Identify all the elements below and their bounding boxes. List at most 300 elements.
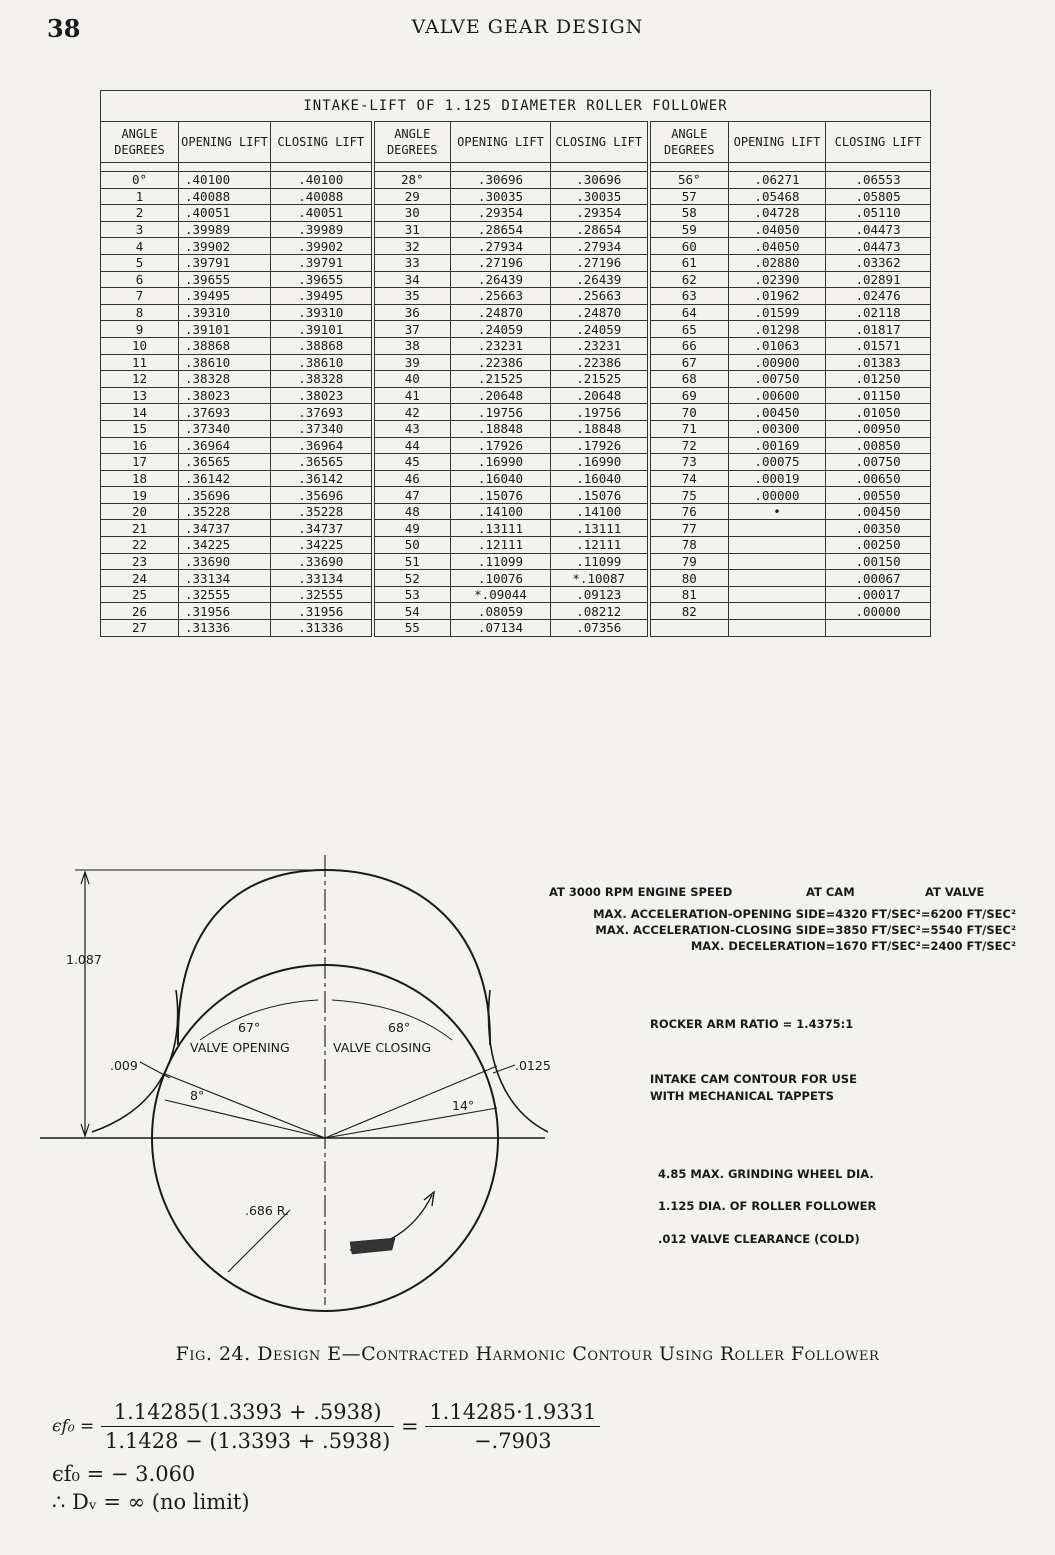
opening-lift-cell: .36142	[179, 470, 271, 487]
closing-lift-cell: .13111	[551, 520, 649, 537]
column-header: CLOSING LIFT	[826, 122, 931, 163]
opening-lift-cell: .01063	[729, 337, 826, 354]
opening-lift-cell	[729, 553, 826, 570]
closing-lift-cell: .20648	[551, 387, 649, 404]
closing-lift-cell: .01250	[826, 371, 931, 388]
table-row	[101, 520, 931, 537]
opening-lift-cell: .25663	[451, 288, 551, 305]
opening-lift-cell: .39791	[179, 254, 271, 271]
table-row	[101, 620, 931, 637]
fraction-1	[101, 1400, 394, 1453]
closing-lift-cell: .29354	[551, 205, 649, 222]
angle-cell: 18	[101, 470, 179, 487]
opening-lift-cell: .16040	[451, 470, 551, 487]
table-row	[101, 354, 931, 371]
grinding-wheel-note: 4.85 MAX. GRINDING WHEEL DIA.	[658, 1167, 874, 1181]
closing-lift-cell: .07356	[551, 620, 649, 637]
angle-cell: 49	[373, 520, 451, 537]
table-row	[101, 454, 931, 471]
table-row	[101, 570, 931, 587]
angle-cell: 30	[373, 205, 451, 222]
closing-lift-cell: .35228	[271, 503, 373, 520]
closing-lift-cell: .30035	[551, 188, 649, 205]
closing-lift-cell: .32555	[271, 586, 373, 603]
opening-lift-cell: .02390	[729, 271, 826, 288]
opening-lift-cell: .14100	[451, 503, 551, 520]
opening-lift-cell: .06271	[729, 172, 826, 189]
intake-lift-table	[100, 90, 931, 637]
opening-lift-cell: .11099	[451, 553, 551, 570]
closing-lift-cell: .16990	[551, 454, 649, 471]
figure-caption: Fig. 24. Design E—Contracted Harmonic Contour Using Roller Follower	[175, 1343, 880, 1365]
angle-cell: 65	[649, 321, 729, 338]
angle-cell: 77	[649, 520, 729, 537]
angle-cell: 10	[101, 337, 179, 354]
angle-cell: 79	[649, 553, 729, 570]
angle-cell: 2	[101, 205, 179, 222]
table-row	[101, 404, 931, 421]
angle-cell: 7	[101, 288, 179, 305]
equation-3: ∴ Dᵥ = ∞ (no limit)	[52, 1490, 250, 1514]
closing-lift-cell: .39495	[271, 288, 373, 305]
closing-lift-cell: .16040	[551, 470, 649, 487]
angle-cell: 48	[373, 503, 451, 520]
angle-cell: 68	[649, 371, 729, 388]
roller-follower-note: 1.125 DIA. OF ROLLER FOLLOWER	[658, 1199, 877, 1213]
closing-lift-cell: .38610	[271, 354, 373, 371]
opening-lift-cell: .00000	[729, 487, 826, 504]
closing-lift-cell: .05110	[826, 205, 931, 222]
table-row	[101, 371, 931, 388]
opening-lift-cell	[729, 586, 826, 603]
closing-lift-cell: .00250	[826, 537, 931, 554]
opening-lift-cell: .04050	[729, 238, 826, 255]
closing-lift-cell: .00750	[826, 454, 931, 471]
opening-lift-cell: .39310	[179, 304, 271, 321]
leaders	[140, 1062, 515, 1078]
opening-lift-cell: .04728	[729, 205, 826, 222]
closing-lift-cell: .39902	[271, 238, 373, 255]
clearance-left-label: .009	[110, 1058, 138, 1073]
accel-opening: MAX. ACCELERATION-OPENING SIDE=4320 FT/SEC²=6200 FT/SEC²	[593, 907, 1016, 921]
angle-cell: 70	[649, 404, 729, 421]
table-row	[101, 337, 931, 354]
angle-cell: 23	[101, 553, 179, 570]
closing-lift-cell: .01150	[826, 387, 931, 404]
angle-cell: 56°	[649, 172, 729, 189]
closing-lift-cell: .35696	[271, 487, 373, 504]
closing-lift-cell: .02476	[826, 288, 931, 305]
closing-lift-cell: .39791	[271, 254, 373, 271]
closing-lift-cell: .40051	[271, 205, 373, 222]
angle-cell: 27	[101, 620, 179, 637]
closing-lift-cell: .01383	[826, 354, 931, 371]
table-row	[101, 387, 931, 404]
opening-lift-cell: .36565	[179, 454, 271, 471]
table-row	[101, 188, 931, 205]
angle-cell: 64	[649, 304, 729, 321]
contour-note-2: WITH MECHANICAL TAPPETS	[650, 1089, 834, 1103]
angle-cell: 44	[373, 437, 451, 454]
angle-cell: 62	[649, 271, 729, 288]
angle-cell: 74	[649, 470, 729, 487]
opening-lift-cell: .24059	[451, 321, 551, 338]
closing-lift-cell: .34225	[271, 537, 373, 554]
closing-lift-cell: .00350	[826, 520, 931, 537]
opening-lift-cell: .33134	[179, 570, 271, 587]
closing-lift-cell: .01571	[826, 337, 931, 354]
cam-nose-contour	[178, 870, 490, 1045]
angle-cell: 69	[649, 387, 729, 404]
page-number: 38	[47, 14, 81, 43]
opening-lift-cell: .24870	[451, 304, 551, 321]
closing-lift-cell: .28654	[551, 221, 649, 238]
closing-lift-cell: .36142	[271, 470, 373, 487]
opening-lift-cell: .34737	[179, 520, 271, 537]
angle-cell: 6	[101, 271, 179, 288]
column-header: ANGLE DEGREES	[373, 122, 451, 163]
opening-lift-cell: .02880	[729, 254, 826, 271]
table-row	[101, 172, 931, 189]
opening-lift-cell: .39902	[179, 238, 271, 255]
angle-cell: 78	[649, 537, 729, 554]
fraction-2-denominator: −.7903	[473, 1429, 552, 1453]
column-header: OPENING LIFT	[451, 122, 551, 163]
angle-cell: 22	[101, 537, 179, 554]
angle-cell: 50	[373, 537, 451, 554]
angle-cell: 8	[101, 304, 179, 321]
closing-lift-cell: .38328	[271, 371, 373, 388]
column-header: OPENING LIFT	[179, 122, 271, 163]
angle-cell: 29	[373, 188, 451, 205]
column-header: ANGLE DEGREES	[649, 122, 729, 163]
angle-cell: 4	[101, 238, 179, 255]
angle-cell: 59	[649, 221, 729, 238]
closing-lift-cell: .21525	[551, 371, 649, 388]
table-row	[101, 271, 931, 288]
column-header: OPENING LIFT	[729, 122, 826, 163]
angle-cell: 37	[373, 321, 451, 338]
angle-cell: 32	[373, 238, 451, 255]
opening-lift-cell: .10076	[451, 570, 551, 587]
opening-lift-cell: .04050	[729, 221, 826, 238]
angle-cell	[649, 620, 729, 637]
closing-lift-cell: .38868	[271, 337, 373, 354]
angle-cell: 39	[373, 354, 451, 371]
closing-lift-cell: .00017	[826, 586, 931, 603]
closing-lift-cell: .04473	[826, 221, 931, 238]
column-header: ANGLE DEGREES	[101, 122, 179, 163]
opening-lift-cell: .00075	[729, 454, 826, 471]
opening-lift-cell	[729, 570, 826, 587]
speed-header: AT 3000 RPM ENGINE SPEED	[549, 885, 733, 899]
closing-lift-cell: .00850	[826, 437, 931, 454]
opening-lift-cell: .34225	[179, 537, 271, 554]
opening-lift-cell: .20648	[451, 387, 551, 404]
closing-lift-cell: .24870	[551, 304, 649, 321]
table-row	[101, 537, 931, 554]
opening-lift-cell: .08059	[451, 603, 551, 620]
opening-lift-cell: .00169	[729, 437, 826, 454]
closing-lift-cell: .01817	[826, 321, 931, 338]
opening-lift-cell: .32555	[179, 586, 271, 603]
table-row	[101, 221, 931, 238]
opening-lift-cell: .31956	[179, 603, 271, 620]
angle-cell: 28°	[373, 172, 451, 189]
opening-lift-cell: .36964	[179, 437, 271, 454]
angle-cell: 82	[649, 603, 729, 620]
opening-lift-cell: .16990	[451, 454, 551, 471]
opening-lift-cell: .00300	[729, 420, 826, 437]
contour-note-1: INTAKE CAM CONTOUR FOR USE	[650, 1072, 857, 1086]
angle-cell: 36	[373, 304, 451, 321]
opening-lift-cell: .39495	[179, 288, 271, 305]
table-row	[101, 437, 931, 454]
closing-lift-cell	[826, 620, 931, 637]
opening-lift-cell: .40051	[179, 205, 271, 222]
opening-lift-cell: .00900	[729, 354, 826, 371]
angle-cell: 75	[649, 487, 729, 504]
closing-lift-cell: .00000	[826, 603, 931, 620]
closing-lift-cell: .39101	[271, 321, 373, 338]
angle-cell: 51	[373, 553, 451, 570]
angle-cell: 35	[373, 288, 451, 305]
opening-lift-cell: .38868	[179, 337, 271, 354]
angle-cell: 45	[373, 454, 451, 471]
closing-lift-cell: .11099	[551, 553, 649, 570]
closing-lift-cell: .03362	[826, 254, 931, 271]
opening-lift-cell: .15076	[451, 487, 551, 504]
closing-lift-cell: .40088	[271, 188, 373, 205]
valve-opening-label: VALVE OPENING	[190, 1040, 290, 1055]
opening-lift-cell: .40088	[179, 188, 271, 205]
opening-lift-cell: .37693	[179, 404, 271, 421]
angle-cell: 53	[373, 586, 451, 603]
opening-lift-cell: .01599	[729, 304, 826, 321]
opening-lift-cell: .13111	[451, 520, 551, 537]
column-header: CLOSING LIFT	[271, 122, 373, 163]
angle-cell: 33	[373, 254, 451, 271]
table-title: INTAKE-LIFT OF 1.125 DIAMETER ROLLER FOLLOWER	[101, 91, 931, 122]
angle-left-label: 8°	[190, 1088, 205, 1103]
closing-lift-cell: .00067	[826, 570, 931, 587]
angle-cell: 20	[101, 503, 179, 520]
angle-cell: 1	[101, 188, 179, 205]
equation-2: ϵf₀ = − 3.060	[52, 1462, 196, 1486]
valve-closing-label: VALVE CLOSING	[333, 1040, 432, 1055]
at-cam-header: AT CAM	[806, 885, 855, 899]
closing-lift-cell: .22386	[551, 354, 649, 371]
base-radius-label: .686 R.	[245, 1203, 290, 1218]
closing-lift-cell: .01050	[826, 404, 931, 421]
opening-lift-cell: .00019	[729, 470, 826, 487]
eq-sign: =	[401, 1414, 419, 1439]
at-valve-header: AT VALVE	[925, 885, 985, 899]
closing-lift-cell: .31336	[271, 620, 373, 637]
closing-lift-cell: .00950	[826, 420, 931, 437]
rocker-ratio: ROCKER ARM RATIO = 1.4375:1	[650, 1017, 854, 1031]
closing-lift-cell: .40100	[271, 172, 373, 189]
table-row	[101, 586, 931, 603]
closing-lift-cell: .39655	[271, 271, 373, 288]
opening-lift-cell	[729, 520, 826, 537]
closing-lift-cell: .06553	[826, 172, 931, 189]
opening-lift-cell: .35696	[179, 487, 271, 504]
closing-lift-cell: .00450	[826, 503, 931, 520]
closing-lift-cell: .39989	[271, 221, 373, 238]
equation-1	[52, 1400, 600, 1453]
table-row	[101, 238, 931, 255]
eq-lhs: ϵf₀ =	[52, 1416, 95, 1437]
closing-lift-cell: .38023	[271, 387, 373, 404]
table-row	[101, 205, 931, 222]
angle-cell: 71	[649, 420, 729, 437]
closing-lift-cell: .17926	[551, 437, 649, 454]
table-row	[101, 254, 931, 271]
closing-lift-cell: .04473	[826, 238, 931, 255]
opening-lift-cell: .01962	[729, 288, 826, 305]
table-row	[101, 321, 931, 338]
opening-lift-cell: .28654	[451, 221, 551, 238]
column-header: CLOSING LIFT	[551, 122, 649, 163]
angle-cell: 54	[373, 603, 451, 620]
opening-lift-cell: .39989	[179, 221, 271, 238]
angle-cell: 19	[101, 487, 179, 504]
opening-lift-cell: .31336	[179, 620, 271, 637]
opening-lift-cell: .39655	[179, 271, 271, 288]
table-row	[101, 603, 931, 620]
angle-cell: 80	[649, 570, 729, 587]
opening-lift-cell	[729, 603, 826, 620]
closing-lift-cell: .30696	[551, 172, 649, 189]
closing-lift-cell: .00550	[826, 487, 931, 504]
angle-cell: 9	[101, 321, 179, 338]
dim-height-label: 1.087	[66, 952, 102, 967]
opening-lift-cell: .40100	[179, 172, 271, 189]
opening-lift-cell: .38328	[179, 371, 271, 388]
angle-cell: 46	[373, 470, 451, 487]
angle-cell: 5	[101, 254, 179, 271]
angle-opening-label: 67°	[238, 1020, 261, 1035]
cam-contour-diagram	[0, 840, 1055, 1320]
table-header-row	[101, 122, 931, 163]
opening-lift-cell: *.09044	[451, 586, 551, 603]
opening-lift-cell	[729, 620, 826, 637]
closing-lift-cell: .02118	[826, 304, 931, 321]
opening-lift-cell	[729, 537, 826, 554]
deceleration: MAX. DECELERATION=1670 FT/SEC²=2400 FT/SEC²	[690, 939, 1016, 953]
accel-closing: MAX. ACCELERATION-CLOSING SIDE=3850 FT/SEC²=5540 FT/SEC²	[595, 923, 1016, 937]
angle-cell: 72	[649, 437, 729, 454]
opening-lift-cell: .38023	[179, 387, 271, 404]
opening-lift-cell: .27196	[451, 254, 551, 271]
angle-cell: 14	[101, 404, 179, 421]
angle-cell: 60	[649, 238, 729, 255]
angle-cell: 11	[101, 354, 179, 371]
opening-lift-cell: .29354	[451, 205, 551, 222]
closing-lift-cell: .15076	[551, 487, 649, 504]
angle-cell: 81	[649, 586, 729, 603]
opening-lift-cell: .19756	[451, 404, 551, 421]
fraction-1-denominator: 1.1428 − (1.3393 + .5938)	[104, 1429, 391, 1453]
opening-lift-cell: .12111	[451, 537, 551, 554]
angle-right-label: 14°	[452, 1098, 475, 1113]
angle-cell: 58	[649, 205, 729, 222]
angle-cell: 40	[373, 371, 451, 388]
angle-cell: 76	[649, 503, 729, 520]
fraction-2-numerator: 1.14285·1.9331	[425, 1400, 600, 1427]
opening-lift-cell: .33690	[179, 553, 271, 570]
opening-lift-cell: .07134	[451, 620, 551, 637]
table-row	[101, 470, 931, 487]
angle-cell: 0°	[101, 172, 179, 189]
opening-lift-cell: .21525	[451, 371, 551, 388]
table-row	[101, 503, 931, 520]
opening-lift-cell: .17926	[451, 437, 551, 454]
angle-cell: 3	[101, 221, 179, 238]
opening-lift-cell: .27934	[451, 238, 551, 255]
opening-lift-cell: .26439	[451, 271, 551, 288]
closing-lift-cell: .27196	[551, 254, 649, 271]
closing-lift-cell: .18848	[551, 420, 649, 437]
closing-lift-cell: .25663	[551, 288, 649, 305]
closing-lift-cell: .39310	[271, 304, 373, 321]
clearance-right-label: .0125	[515, 1058, 551, 1073]
angle-cell: 31	[373, 221, 451, 238]
valve-clearance-note: .012 VALVE CLEARANCE (COLD)	[658, 1232, 860, 1246]
closing-lift-cell: .24059	[551, 321, 649, 338]
closing-lift-cell: .09123	[551, 586, 649, 603]
opening-lift-cell: .35228	[179, 503, 271, 520]
angle-cell: 17	[101, 454, 179, 471]
angle-cell: 42	[373, 404, 451, 421]
angle-cell: 73	[649, 454, 729, 471]
angle-cell: 57	[649, 188, 729, 205]
angle-cell: 63	[649, 288, 729, 305]
angle-closing-label: 68°	[388, 1020, 411, 1035]
closing-lift-cell: .14100	[551, 503, 649, 520]
closing-lift-cell: .31956	[271, 603, 373, 620]
rotation-arrow-head	[424, 1192, 434, 1206]
angle-cell: 13	[101, 387, 179, 404]
angle-cell: 61	[649, 254, 729, 271]
opening-lift-cell: .22386	[451, 354, 551, 371]
angle-cell: 15	[101, 420, 179, 437]
fraction-1-numerator: 1.14285(1.3393 + .5938)	[101, 1400, 394, 1427]
opening-lift-cell: .00600	[729, 387, 826, 404]
closing-lift-cell: .37340	[271, 420, 373, 437]
angle-cell: 38	[373, 337, 451, 354]
angle-cell: 26	[101, 603, 179, 620]
table-row	[101, 487, 931, 504]
table-row	[101, 553, 931, 570]
closing-lift-cell: .33690	[271, 553, 373, 570]
closing-lift-cell: .05805	[826, 188, 931, 205]
angle-cell: 52	[373, 570, 451, 587]
angle-cell: 67	[649, 354, 729, 371]
angle-cell: 16	[101, 437, 179, 454]
closing-lift-cell: .00150	[826, 553, 931, 570]
angle-cell: 66	[649, 337, 729, 354]
radius-leader	[228, 1210, 290, 1272]
angle-cell: 24	[101, 570, 179, 587]
opening-lift-cell: .01298	[729, 321, 826, 338]
angle-cell: 47	[373, 487, 451, 504]
closing-lift-cell: .23231	[551, 337, 649, 354]
closing-lift-cell: .19756	[551, 404, 649, 421]
angle-cell: 12	[101, 371, 179, 388]
closing-lift-cell: .00650	[826, 470, 931, 487]
